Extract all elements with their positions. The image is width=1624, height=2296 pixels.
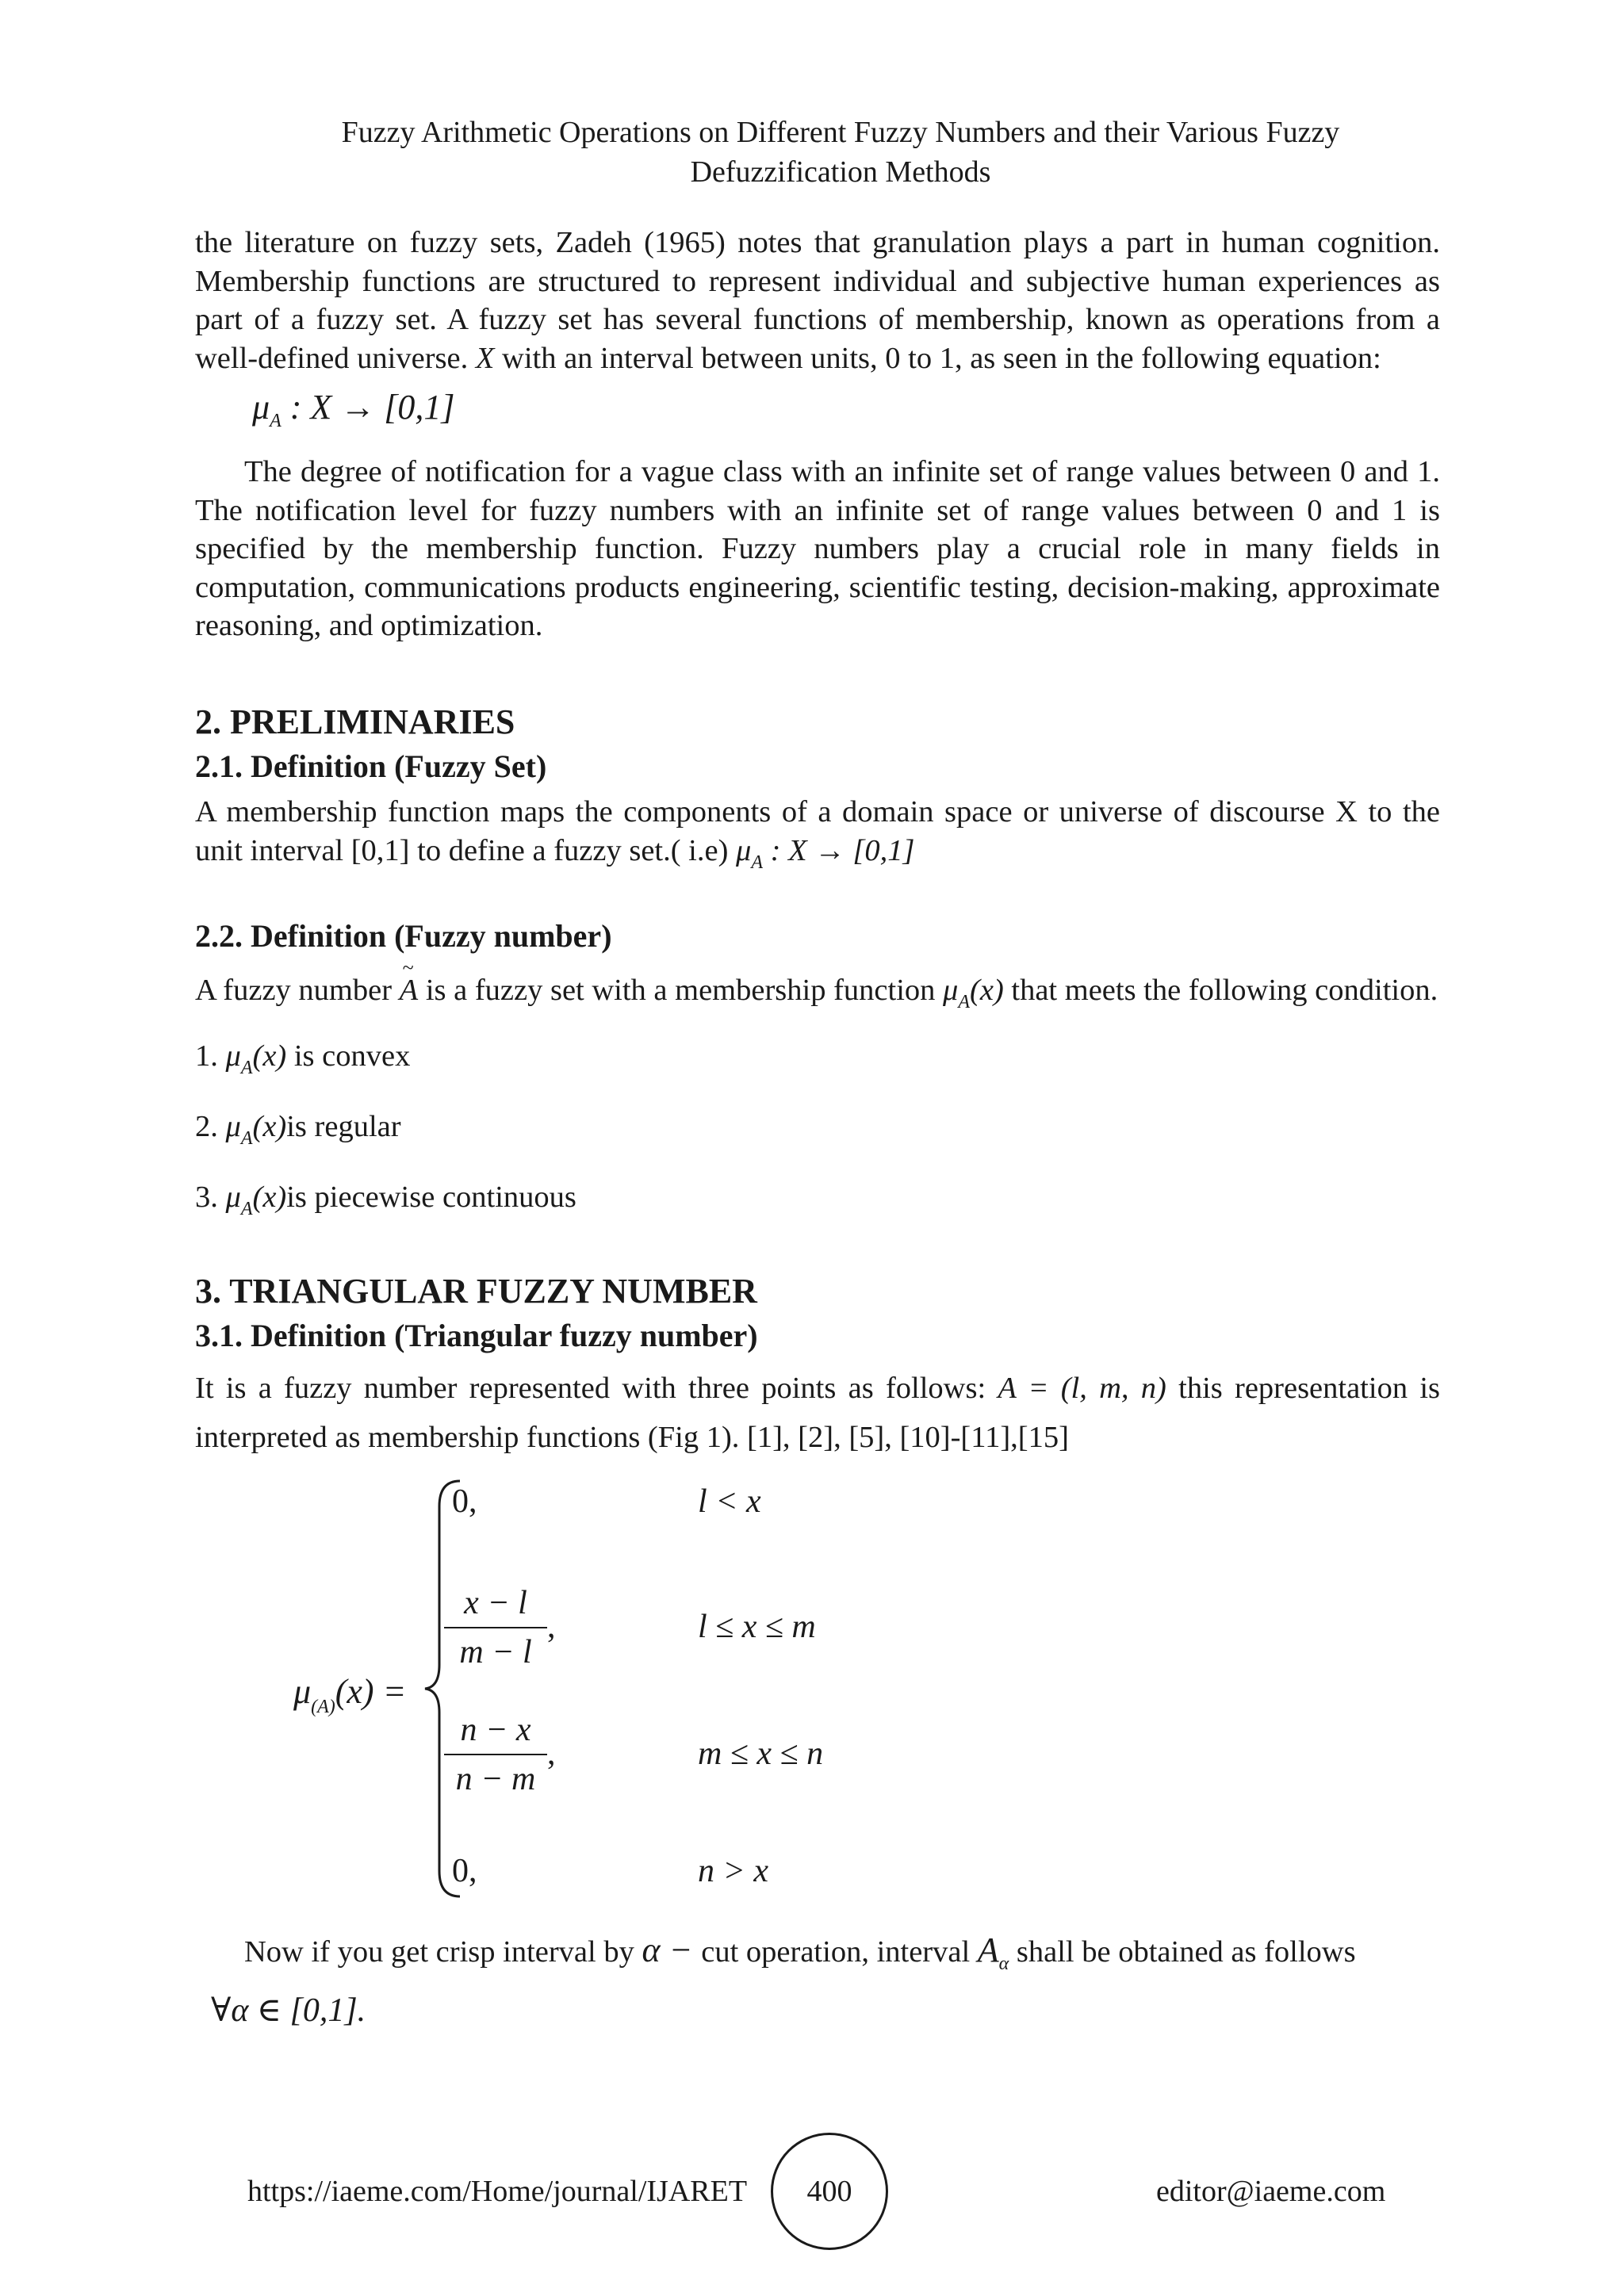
header-line-1: Fuzzy Arithmetic Operations on Different Fuzzy Numbers and their Various Fuzzy	[341, 116, 1340, 149]
case-2-denominator: m − l	[459, 1634, 532, 1670]
header-line-2: Defuzzification Methods	[690, 155, 991, 189]
function-lhs: $\mu_{(A)}(x)$ =	[293, 1672, 407, 1717]
alpha-range: ∀α ∈ [0,1].	[211, 1992, 366, 2029]
case-2-numerator: x − l	[444, 1584, 547, 1628]
triangular-membership-function	[293, 1475, 1007, 1919]
case-1-value: 0,	[452, 1483, 477, 1520]
case-3-fraction	[444, 1711, 547, 1798]
left-brace	[420, 1475, 468, 1903]
case-1-condition: l < x	[698, 1483, 761, 1520]
page-number-badge	[771, 2133, 888, 2250]
case-3-denominator: n − m	[455, 1761, 536, 1797]
case-2-condition: l ≤ x ≤ m	[698, 1609, 816, 1645]
definition-3-1-text: It is a fuzzy number represented with three points as follows: A = (l, m, n) this representation is interpreted as membership functions (Fig 1). [1], [2], [5], [10]-[11],[15]	[195, 1372, 1441, 1454]
definition-2-2-heading: 2.2. Definition (Fuzzy number)	[195, 918, 612, 954]
intro-paragraph-1: the literature on fuzzy sets, Zadeh (1965) notes that granulation plays a part in human cognition. Membership functions are structured to represent individual and subjective human experiences as part of a fuzzy set. A fuzzy set has several functions of membership, known as operations from a well-defined universe. X with an interval between units, 0 to 1, as seen in the following equation:	[195, 226, 1440, 375]
case-3-condition: m ≤ x ≤ n	[698, 1735, 824, 1772]
condition-item: 2. $\mu_A(x)is$ regular	[195, 1110, 401, 1149]
case-3-comma: ,	[547, 1735, 556, 1772]
case-4-condition: n > x	[698, 1853, 768, 1889]
case-4-value: 0,	[452, 1853, 477, 1889]
case-2-comma: ,	[547, 1609, 556, 1645]
case-2-fraction	[444, 1584, 547, 1671]
definition-2-2-text: A fuzzy number ~ A is a fuzzy set with a membership function $\mu_A(x)$ that meets the following condition.	[195, 966, 1440, 1027]
alpha-cut-section	[195, 1927, 1440, 2034]
alpha-cut-paragraph: Now if you get crisp interval by α − cut operation, interval $A_\alpha$ shall be obtained as follows	[244, 1931, 1356, 1974]
page-number: 400	[806, 2175, 852, 2208]
fuzzy-number-conditions	[195, 1027, 1440, 1238]
intro-paragraph-2: The degree of notification for a vague class with an infinite set of range values between 0 and 1. The notification level for fuzzy numbers with an infinite set of range values between 0 and 1 is specified by the membership function. Fuzzy numbers play a crucial role in many fields in computation, communications products engineering, scientific testing, decision-making, approximate reasoning, and optimization.	[195, 455, 1440, 642]
section-preliminaries	[195, 699, 1440, 1238]
intro-section	[195, 224, 1440, 645]
membership-equation: $\mu_A$ : X → [0,1]	[252, 388, 455, 431]
definition-2-1-heading: 2.1. Definition (Fuzzy Set)	[195, 748, 547, 784]
journal-url-link[interactable]: https://iaeme.com/Home/journal/IJARET	[247, 2175, 748, 2208]
condition-item: 3. $\mu_A(x)is$ piecewise continuous	[195, 1181, 576, 1219]
definition-3-1-heading: 3.1. Definition (Triangular fuzzy number)	[195, 1318, 758, 1353]
case-3-numerator: n − x	[444, 1711, 547, 1755]
condition-item: 1. $\mu_A(x)$ is convex	[195, 1039, 411, 1078]
section-2-heading: 2. PRELIMINARIES	[195, 702, 515, 741]
section-triangular	[195, 1269, 1440, 1462]
section-3-heading: 3. TRIANGULAR FUZZY NUMBER	[195, 1272, 757, 1311]
definition-2-1-text: A membership function maps the components of a domain space or universe of discourse X to the unit interval [0,1] to define a fuzzy set.( i.e) $\mu_A$ : X → [0,1]	[195, 795, 1440, 873]
running-header	[238, 113, 1443, 192]
editor-email-link[interactable]: editor@iaeme.com	[1156, 2175, 1386, 2208]
